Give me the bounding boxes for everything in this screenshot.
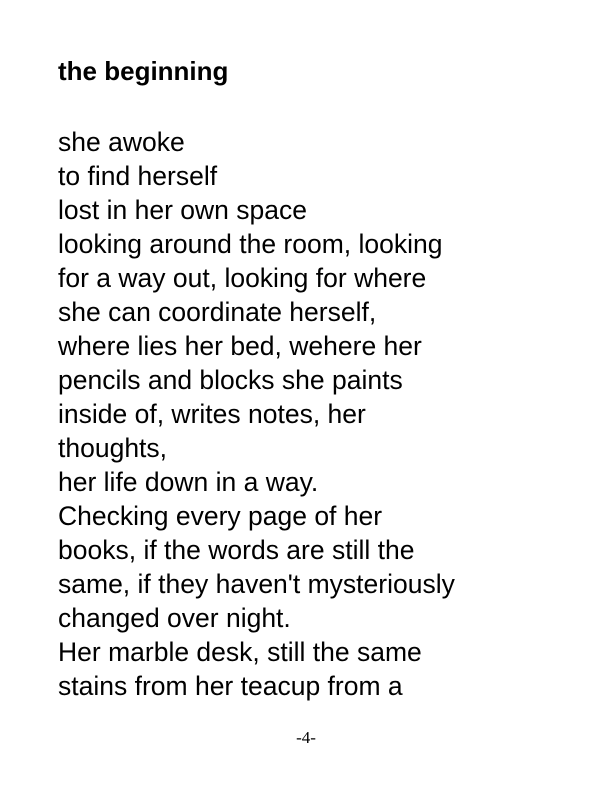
poem-line: she awoke [58, 127, 185, 157]
page-title: the beginning [58, 56, 229, 86]
poem-line: books, if the words are still the [58, 535, 415, 565]
poem-line: inside of, writes notes, her [58, 399, 366, 429]
poem-line: where lies her bed, wehere her [58, 331, 422, 361]
poem-line: same, if they haven't mysteriously [58, 569, 455, 599]
poem-line: to find herself [58, 161, 218, 191]
page-number: -4- [296, 728, 316, 747]
poem-body [58, 125, 455, 703]
poem-line: her life down in a way. [58, 467, 319, 497]
poem-line: Her marble desk, still the same [58, 637, 422, 667]
poem-line: she can coordinate herself, [58, 297, 377, 327]
poem-line: thoughts, [58, 433, 168, 463]
poem-line: pencils and blocks she paints [58, 365, 403, 395]
poem-line: for a way out, looking for where [58, 263, 427, 293]
poem-line: Checking every page of her [58, 501, 383, 531]
poem-line: changed over night. [58, 603, 291, 633]
poem-line: looking around the room, looking [58, 229, 443, 259]
poem-line: lost in her own space [58, 195, 307, 225]
poem-line: stains from her teacup from a [58, 671, 403, 701]
